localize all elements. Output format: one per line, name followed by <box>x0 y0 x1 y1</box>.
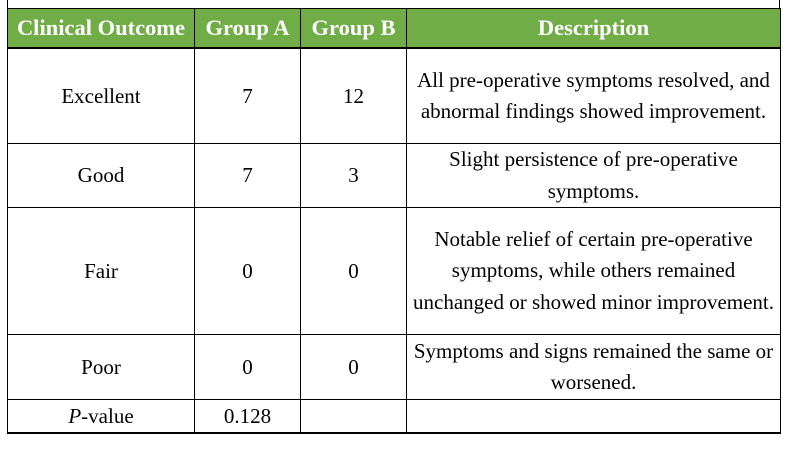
pvalue-label-cell <box>8 400 195 434</box>
clinical-outcome-table <box>7 8 781 434</box>
group-a-cell: 7 <box>195 144 301 208</box>
header-row <box>8 9 781 49</box>
outcome-cell: Poor <box>8 335 195 400</box>
table-row <box>8 48 781 144</box>
pvalue-row <box>8 400 781 434</box>
table-row <box>8 144 781 208</box>
pvalue-label-italic: P <box>68 403 82 428</box>
table-row <box>8 208 781 335</box>
pvalue-group-a-cell: 0.128 <box>195 400 301 434</box>
group-b-cell: 0 <box>301 208 407 335</box>
table-top-edge <box>7 0 780 8</box>
outcome-cell: Excellent <box>8 48 195 144</box>
outcome-cell: Fair <box>8 208 195 335</box>
group-b-cell: 3 <box>301 144 407 208</box>
pvalue-description-cell <box>407 400 781 434</box>
header-group-a: Group A <box>195 9 301 49</box>
description-cell: Slight persistence of pre-operative symptoms. <box>407 144 781 208</box>
group-a-cell: 7 <box>195 48 301 144</box>
header-description: Description <box>407 9 781 49</box>
group-b-cell: 0 <box>301 335 407 400</box>
group-a-cell: 0 <box>195 208 301 335</box>
description-cell: Notable relief of certain pre-operative symptoms, while others remained unchanged or showed minor improvement. <box>407 208 781 335</box>
outcome-cell: Good <box>8 144 195 208</box>
group-b-cell: 12 <box>301 48 407 144</box>
pvalue-group-b-cell <box>301 400 407 434</box>
table-container <box>7 0 780 449</box>
table-row <box>8 335 781 400</box>
header-clinical-outcome: Clinical Outcome <box>8 9 195 49</box>
description-cell: All pre-operative symptoms resolved, and abnormal findings showed improvement. <box>407 48 781 144</box>
pvalue-label-rest: -value <box>81 403 134 428</box>
header-group-b: Group B <box>301 9 407 49</box>
group-a-cell: 0 <box>195 335 301 400</box>
description-cell: Symptoms and signs remained the same or worsened. <box>407 335 781 400</box>
